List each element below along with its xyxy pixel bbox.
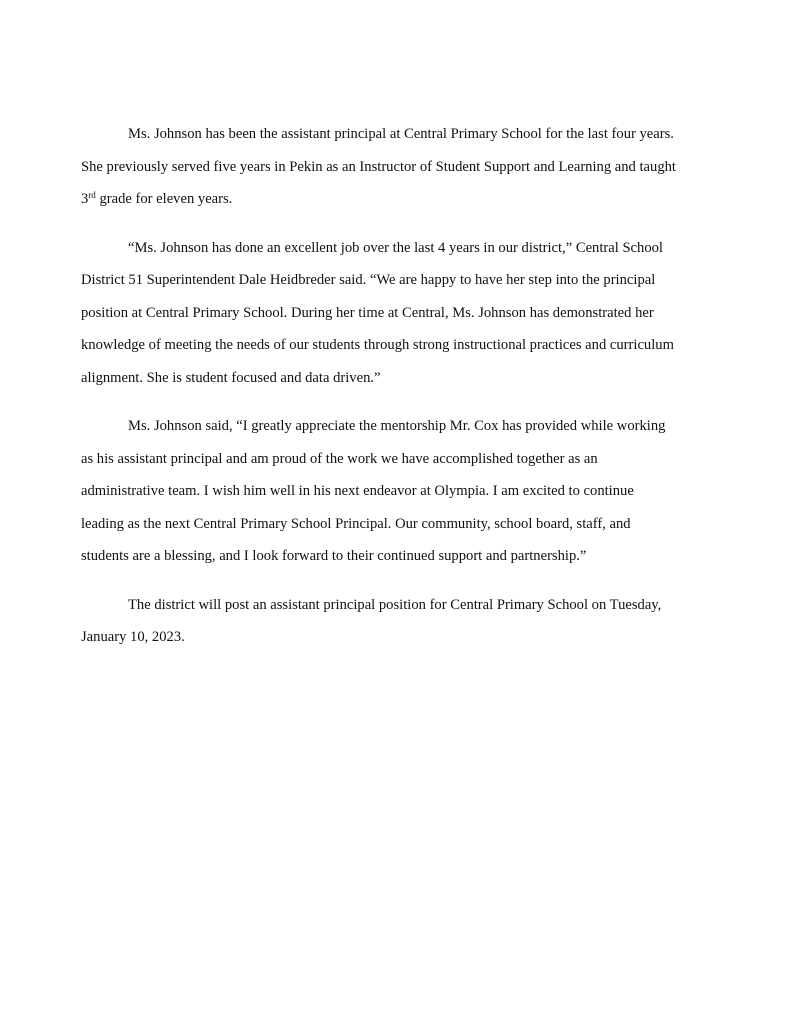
text-line: as his assistant principal and am proud of the work we have accomplished together as an bbox=[81, 450, 598, 467]
text-line: She previously served five years in Pekin as an Instructor of Student Support and Learning and taught bbox=[81, 158, 676, 175]
text-line: administrative team. I wish him well in his next endeavor at Olympia. I am excited to continue bbox=[81, 483, 634, 499]
paragraph-4 bbox=[81, 589, 721, 654]
text-line: alignment. She is student focused and data driven.” bbox=[81, 369, 381, 386]
text-line: January 10, 2023. bbox=[81, 629, 185, 645]
text-line: District 51 Superintendent Dale Heidbreder said. “We are happy to have her step into the principal bbox=[81, 272, 656, 288]
ordinal-superscript: rd bbox=[88, 190, 96, 200]
text-line: knowledge of meeting the needs of our students through strong instructional practices and curriculum bbox=[81, 337, 674, 353]
text-line: The district will post an assistant principal position for Central Primary School on Tuesday, bbox=[128, 596, 662, 613]
text-line: Ms. Johnson has been the assistant principal at Central Primary School for the last four years. bbox=[128, 126, 674, 142]
text-line: “Ms. Johnson has done an excellent job over the last 4 years in our district,” Central School bbox=[128, 239, 663, 256]
text-line: leading as the next Central Primary School Principal. Our community, school board, staff, and bbox=[81, 515, 631, 532]
text-line: students are a blessing, and I look forward to their continued support and partnership.” bbox=[81, 548, 587, 564]
paragraph-1 bbox=[81, 118, 721, 216]
paragraph-2 bbox=[81, 232, 721, 395]
paragraph-3 bbox=[81, 410, 721, 573]
document-body bbox=[81, 118, 721, 670]
grade-number: 3 bbox=[81, 191, 89, 207]
line-remainder: grade for eleven years. bbox=[95, 191, 233, 207]
text-line: Ms. Johnson said, “I greatly appreciate the mentorship Mr. Cox has provided while working bbox=[128, 418, 666, 434]
text-line bbox=[34, 183, 721, 216]
text-line: position at Central Primary School. During her time at Central, Ms. Johnson has demonstrated her bbox=[81, 304, 654, 321]
